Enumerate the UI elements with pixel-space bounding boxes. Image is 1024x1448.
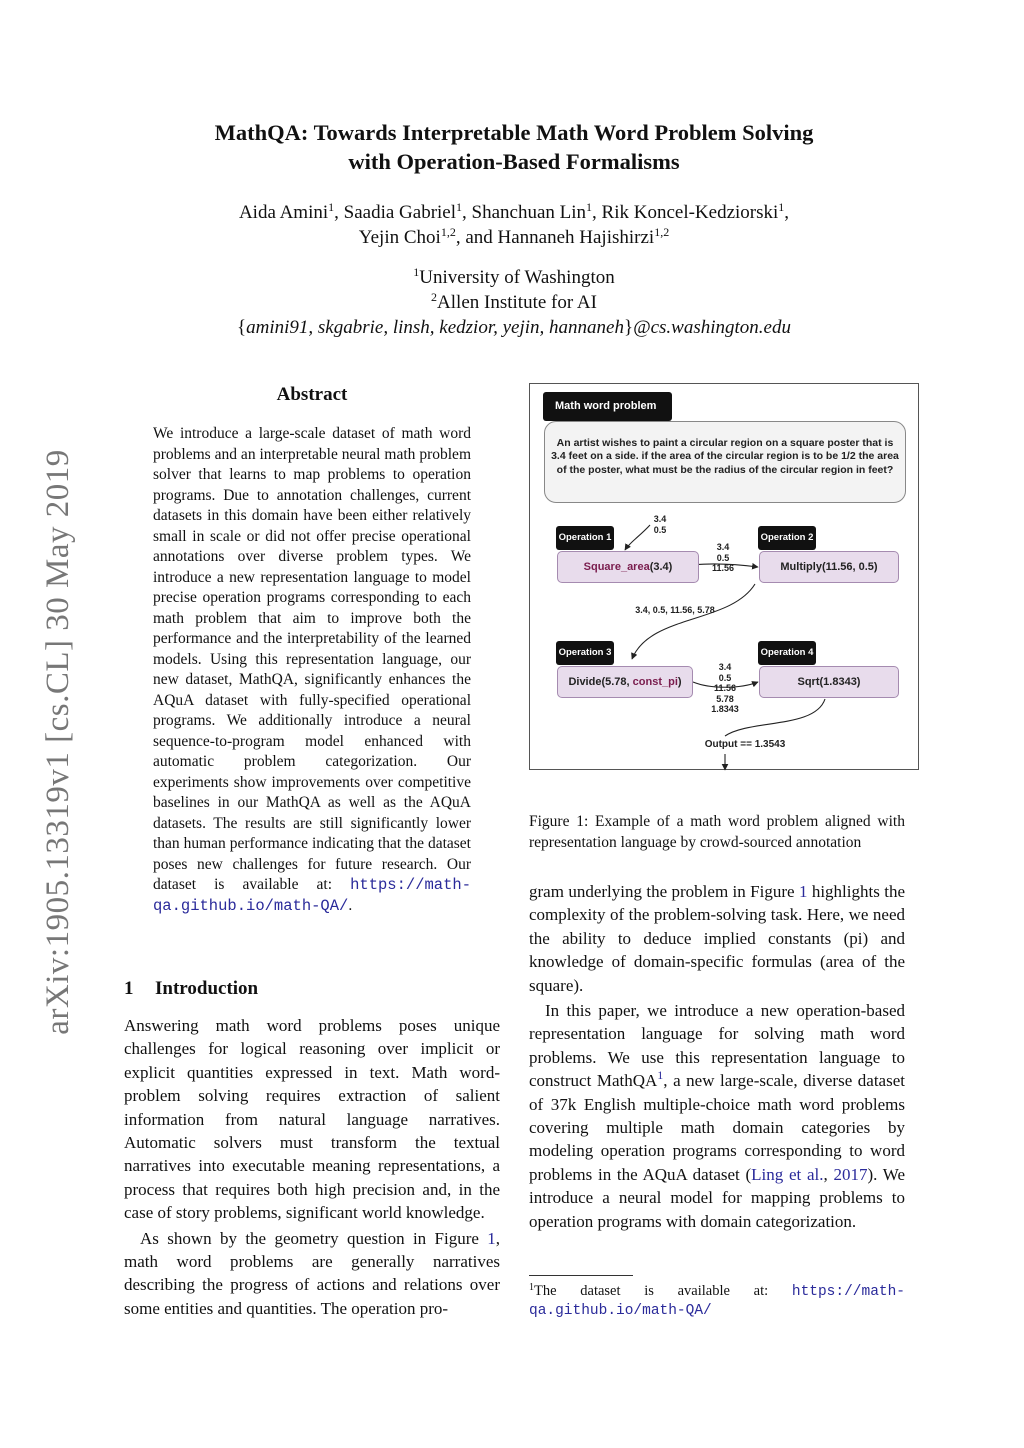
footnote-rule: [529, 1275, 633, 1276]
affiliation-1: University of Washington: [419, 267, 615, 288]
paper-title: [124, 118, 904, 176]
author-affil-mark: 1: [328, 200, 335, 214]
author-affil-mark: 1,2: [440, 225, 456, 239]
dataset-link[interactable]: https://math-qa.github.io/math-QA/: [153, 876, 472, 915]
author: Aida Amini: [238, 202, 329, 223]
author: Yejin Choi: [358, 227, 441, 248]
arxiv-identifier: arXiv:1905.13319v1 [cs.CL] 30 May 2019: [40, 449, 76, 1035]
author-affil-mark: 1: [456, 200, 463, 214]
operation-4-tag: Operation 4: [758, 641, 816, 665]
operation-2-tag: Operation 2: [758, 526, 816, 550]
abstract-text: We introduce a large-scale dataset of math word problems and an interpretable neural math problem solver that learns to map problems to operation programs. Due to annotation challenges, current datasets in this domain have been either relatively small in scale or did not offer precise operational annotations over diverse problem types. We introduce a new representation language to model precise operation programs corresponding to each math problem that aim to improve both the performance and the interpretability of the learned models. Using this representation language, our new dataset, MathQA, significantly enhances the AQuA dataset with fully-specified operational programs. We additionally introduce a neural sequence-to-program model enhanced with automatic problem categorization. Our experiments show improvements over competitive baselines in our MathQA as well as the AQuA datasets. The results are still significantly lower than human performance indicating that the dataset poses new challenges for future research. Our dataset is available at: https://math-qa.github.io/math-QA/.: [153, 425, 472, 915]
figure-ref-link[interactable]: 1: [487, 1228, 496, 1248]
author-list: Aida Amini$^1$, Saadia Gabriel$^1$, Shanchuan Lin$^1$, Rik Koncel-Kedziorski$^1$, Yejin Choi$^{1,2}$, and Hannaneh Hajishirzi$^{1,2}$: [238, 200, 790, 248]
flow-values: 3.4 0.5 11.56: [711, 542, 735, 573]
figure-ref-link[interactable]: 1: [798, 882, 808, 901]
paragraph: As shown by the geometry question in Figure 1, math word problems are generally narratives describing the progress of actions and relations over some entities and quantities. The operation pro-: [124, 1228, 500, 1318]
figure-1: [529, 383, 919, 770]
author: Shanchuan Lin: [471, 202, 587, 223]
flow-values: 3.4, 0.5, 11.56, 5.78: [635, 605, 715, 615]
abstract-heading: Abstract: [276, 384, 348, 405]
affiliation-2: Allen Institute for AI: [437, 292, 597, 313]
output-label: Output == 1.3543: [704, 739, 786, 750]
affiliations: [124, 265, 904, 340]
affil-mark: 1: [413, 265, 420, 279]
footnote-ref[interactable]: 1: [657, 1068, 664, 1083]
paragraph: In this paper, we introduce a new operation-based representation language for solving math word problems. We use this representation language to construct MathQA$^1$, a new large-scale, diverse dataset of 37k English multiple-choice math word problems covering multiple math domain categories by modeling operation programs corresponding to word problems in the AQuA dataset (Ling et al., 2017). We introduce a neural model for mapping problems to operation programs with domain categorization.: [529, 1001, 906, 1231]
author-emails: {amini91, skgabrie, linsh, kedzior, yejin, hannaneh}@cs.washington.edu: [237, 317, 791, 338]
citation-year-link[interactable]: 2017: [833, 1164, 868, 1184]
paragraph: Answering math word problems poses unique challenges for logical reasoning over implicit or explicit quantities expressed in text. Math word-problem solving requires extraction of salient information from natural language narratives. Automatic solvers must transform the textual narratives into executable meaning representations, a process that requires both high precision and, in the case of story problems, significant world knowledge.: [124, 1016, 500, 1223]
footnote: $^1$The dataset is available at: https://math-qa.github.io/math-QA/: [529, 1282, 905, 1319]
footnote-dataset-link[interactable]: https://math-qa.github.io/math-QA/: [529, 1284, 905, 1319]
title-line-1: MathQA: Towards Interpretable Math Word Problem Solving: [214, 120, 814, 145]
author-affil-mark: 1: [778, 200, 785, 214]
operation-3-tag: Operation 3: [556, 641, 614, 665]
flow-values: 3.4 0.5: [653, 514, 667, 535]
paragraph: gram underlying the problem in Figure 1 highlights the complexity of the problem-solving task. Here, we need the ability to deduce implied constants (pi) and knowledge of domain-specific formulas (area of the square).: [529, 882, 905, 995]
arrow-op2-to-op3: [632, 584, 755, 659]
flow-values: 3.4 0.5 11.56 5.78 1.8343: [711, 662, 739, 714]
operation-1-box: Square_area(3.4): [557, 551, 699, 583]
arrow-problem-to-op1: [625, 525, 650, 550]
citation-link[interactable]: Ling et al.: [751, 1164, 824, 1184]
intro-right-column: [529, 880, 905, 1233]
figure-label: Math word problem: [543, 392, 672, 421]
title-line-2: with Operation-Based Formalisms: [348, 149, 680, 174]
affil-mark: 2: [431, 290, 438, 304]
author: Saadia Gabriel: [343, 202, 457, 223]
word-problem-box: An artist wishes to paint a circular region on a square poster that is 3.4 feet on a side. if the area of the circular region is to be 1/2 the area of the poster, what must be the radius of the circular region in feet?: [544, 421, 906, 503]
operation-3-box: Divide(5.78, const_pi): [557, 666, 693, 698]
operation-4-box: Sqrt(1.8343): [759, 666, 899, 698]
author: Rik Koncel-Kedziorski: [601, 202, 779, 223]
intro-left-column: [124, 1014, 500, 1320]
operation-2-box: Multiply(11.56, 0.5): [759, 551, 899, 583]
operation-1-tag: Operation 1: [556, 526, 614, 550]
author-affil-mark: 1: [586, 200, 593, 214]
author: Hannaneh Hajishirzi: [497, 227, 655, 248]
author-affil-mark: 1,2: [654, 225, 670, 239]
section-heading: 1 Introduction: [124, 978, 259, 999]
figure-caption: Figure 1: Example of a math word problem aligned with representation language by crowd-sourced annotation: [529, 813, 905, 851]
